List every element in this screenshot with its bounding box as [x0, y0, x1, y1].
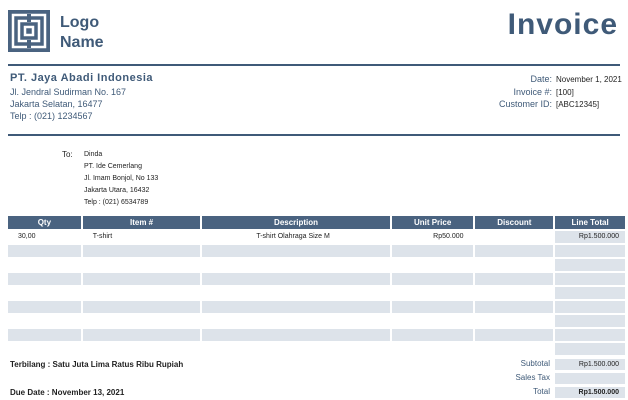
cell-description [202, 273, 389, 285]
cell-description: T-shirt Olahraga Size M [256, 233, 330, 240]
amount-in-words: Terbilang : Satu Juta Lima Ratus Ribu Rupiah [10, 360, 184, 369]
table-row [8, 231, 625, 243]
cell-qty [8, 329, 81, 341]
cell-discount [475, 315, 553, 327]
cell-description [202, 343, 389, 355]
cell-qty [8, 273, 81, 285]
table-row [8, 301, 625, 313]
cell-description [202, 315, 389, 327]
cell-qty [8, 343, 81, 355]
cell-unit-price [392, 343, 474, 355]
cell-discount [475, 287, 553, 299]
sales-tax-label: Sales Tax [515, 373, 550, 382]
cell-item [83, 329, 201, 341]
cell-description [202, 245, 389, 257]
date-label: Date: [530, 74, 552, 84]
cell-qty [8, 301, 81, 313]
bill-to-line: Jl. Imam Bonjol, No 133 [84, 175, 159, 182]
invoice-number-label: Invoice #: [513, 87, 552, 97]
cell-item [83, 315, 201, 327]
company-address-line: Jakarta Selatan, 16477 [10, 99, 103, 109]
column-header-item: Item # [83, 216, 201, 229]
company-phone: Telp : (021) 1234567 [10, 111, 93, 121]
invoice-title: Invoice [507, 8, 618, 41]
cell-line-total [555, 301, 625, 313]
cell-line-total [555, 343, 625, 355]
maze-logo-icon [8, 10, 50, 52]
cell-discount [475, 329, 553, 341]
table-row [8, 273, 625, 285]
cell-discount [475, 273, 553, 285]
cell-discount [475, 259, 553, 271]
bill-to-line: PT. Ide Cemerlang [84, 163, 142, 170]
cell-qty: 30,00 [18, 233, 36, 240]
cell-line-total [555, 329, 625, 341]
section-divider [8, 134, 620, 136]
total-value: Rp1.500.000 [555, 387, 625, 398]
column-header-qty: Qty [8, 216, 81, 229]
cell-unit-price [392, 329, 474, 341]
cell-item [83, 273, 201, 285]
cell-discount [475, 245, 553, 257]
logo-name [60, 13, 104, 53]
cell-unit-price [392, 301, 474, 313]
date-value: November 1, 2021 [556, 75, 622, 84]
cell-description [202, 301, 389, 313]
cell-item [83, 343, 201, 355]
bill-to-line: Dinda [84, 151, 103, 158]
cell-item [83, 301, 201, 313]
cell-item [83, 245, 201, 257]
cell-item: T-shirt [92, 233, 113, 240]
subtotal-value: Rp1.500.000 [555, 359, 625, 370]
cell-item [83, 259, 201, 271]
cell-qty [8, 315, 81, 327]
logo-line-2: Name [60, 34, 104, 51]
cell-unit-price: Rp50.000 [433, 233, 464, 240]
cell-line-total: Rp1.500.000 [555, 231, 625, 243]
company-name: PT. Jaya Abadi Indonesia [10, 72, 154, 84]
table-row [8, 245, 625, 257]
invoice-number-value: [100] [556, 88, 574, 97]
table-row [8, 315, 625, 327]
cell-description [202, 259, 389, 271]
column-header-unit-price: Unit Price [392, 216, 474, 229]
cell-unit-price [392, 287, 474, 299]
table-row [8, 287, 625, 299]
bill-to-line: Telp : (021) 6534789 [84, 199, 149, 206]
cell-qty [8, 287, 81, 299]
cell-description [202, 329, 389, 341]
cell-unit-price [392, 259, 474, 271]
header-divider [8, 64, 620, 66]
bill-to-line: Jakarta Utara, 16432 [84, 187, 150, 194]
total-label: Total [533, 387, 550, 396]
sales-tax-value [555, 373, 625, 384]
company-address-line: Jl. Jendral Sudirman No. 167 [10, 87, 127, 97]
cell-qty [8, 259, 81, 271]
cell-discount [476, 231, 554, 243]
cell-line-total [555, 245, 625, 257]
cell-line-total [555, 287, 625, 299]
cell-unit-price [392, 273, 474, 285]
table-row [8, 343, 625, 355]
due-date: Due Date : November 13, 2021 [10, 388, 125, 397]
cell-unit-price [392, 245, 474, 257]
logo-mark [8, 10, 50, 52]
table-header [8, 216, 625, 229]
line-items-table [8, 216, 625, 355]
subtotal-label: Subtotal [520, 359, 550, 368]
cell-line-total [555, 259, 625, 271]
cell-unit-price [392, 315, 474, 327]
table-row [8, 329, 625, 341]
cell-qty [8, 245, 81, 257]
cell-item [83, 287, 201, 299]
logo-line-1: Logo [60, 14, 100, 31]
cell-description [202, 287, 389, 299]
cell-discount [475, 301, 553, 313]
cell-line-total [555, 273, 625, 285]
table-row [8, 259, 625, 271]
customer-id-label: Customer ID: [498, 99, 552, 109]
customer-id-value: [ABC12345] [556, 100, 600, 109]
bill-to-label: To: [62, 150, 73, 159]
cell-discount [475, 343, 553, 355]
cell-line-total [555, 315, 625, 327]
column-header-description: Description [202, 216, 389, 229]
column-header-discount: Discount [475, 216, 553, 229]
column-header-line-total: Line Total [555, 216, 625, 229]
